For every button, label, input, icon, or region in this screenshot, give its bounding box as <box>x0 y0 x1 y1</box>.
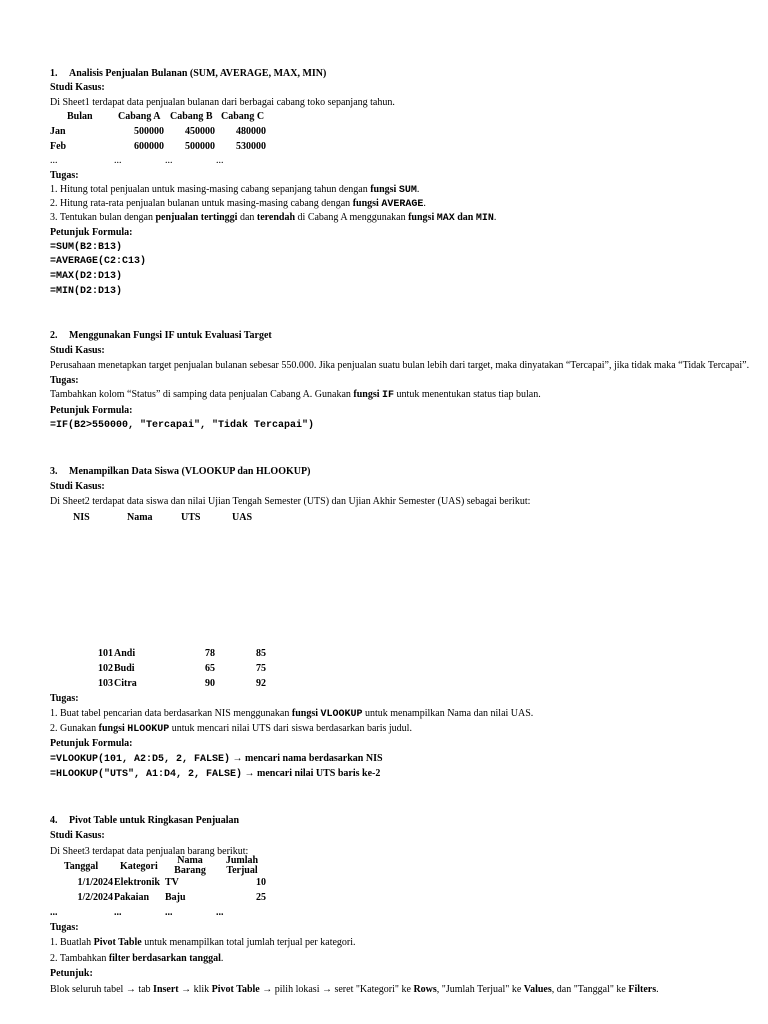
table-header: NIS <box>73 512 90 523</box>
table-cell: ... <box>165 155 173 166</box>
section-3-studi-label: Studi Kasus: <box>50 481 105 492</box>
section-2-description: Perusahaan menetapkan target penjualan bulanan sebesar 550.000. Jika penjualan suatu bulan lebih dari target, maka dinyatakan “Tercapai”, jika tidak maka “Tidak Tercapai”. <box>50 360 750 371</box>
table-cell: Andi <box>114 648 136 659</box>
section-2-tugas-label: Tugas: <box>50 375 79 386</box>
table-header: UTS <box>181 512 201 523</box>
section-1-studi-label: Studi Kasus: <box>50 82 105 93</box>
section-1-tugas-label: Tugas: <box>50 170 79 181</box>
table-cell: Pakaian <box>114 892 150 903</box>
task-item: 2. Tambahkan filter berdasarkan tanggal. <box>50 953 224 964</box>
table-cell: Feb <box>50 141 67 152</box>
table-cell: ... <box>50 907 58 918</box>
formula: =SUM(B2:B13) <box>50 242 123 253</box>
table-cell: 530000 <box>236 141 266 152</box>
table-header: Cabang C <box>221 111 265 122</box>
section-4-studi-label: Studi Kasus: <box>50 830 105 841</box>
task-item: 1. Buatlah Pivot Table untuk menampilkan total jumlah terjual per kategori. <box>50 937 356 948</box>
table-header: Kategori <box>120 861 158 872</box>
section-2-petunjuk-label: Petunjuk Formula: <box>50 405 133 416</box>
formula: =IF(B2>550000, "Tercapai", "Tidak Tercapai") <box>50 420 315 431</box>
table-cell: 92 <box>256 678 266 689</box>
formula: =AVERAGE(C2:C13) <box>50 256 147 267</box>
section-2-title: Menggunakan Fungsi IF untuk Evaluasi Target <box>69 330 272 341</box>
section-1-description: Di Sheet1 terdapat data penjualan bulanan dari berbagai cabang toko sepanjang tahun. <box>50 97 395 108</box>
table-cell: 1/2/2024 <box>77 892 113 903</box>
table-header: Nama Barang <box>174 855 206 876</box>
section-1-petunjuk-label: Petunjuk Formula: <box>50 227 133 238</box>
section-1-number: 1. <box>50 68 58 79</box>
table-cell: ... <box>114 907 122 918</box>
table-header: Tanggal <box>64 861 99 872</box>
section-3-tugas-label: Tugas: <box>50 693 79 704</box>
table-cell: 102 <box>98 663 113 674</box>
table-cell: TV <box>165 877 179 888</box>
section-4-petunjuk-label: Petunjuk: <box>50 968 93 979</box>
table-cell: 78 <box>205 648 215 659</box>
table-header: Jumlah Terjual <box>225 855 259 876</box>
table-cell: 600000 <box>134 141 164 152</box>
table-cell: 450000 <box>185 126 215 137</box>
section-2-number: 2. <box>50 330 58 341</box>
table-cell: 90 <box>205 678 215 689</box>
task-item: Tambahkan kolom “Status” di samping data penjualan Cabang A. Gunakan fungsi IF untuk menentukan status tiap bulan. <box>50 389 541 401</box>
table-cell: Budi <box>114 663 135 674</box>
table-cell: Baju <box>165 892 186 903</box>
section-3-title: Menampilkan Data Siswa (VLOOKUP dan HLOOKUP) <box>69 466 311 477</box>
table-cell: 25 <box>256 892 266 903</box>
table-cell: 500000 <box>185 141 215 152</box>
table-cell: Jan <box>50 126 66 137</box>
table-cell: ... <box>216 907 224 918</box>
table-cell: Citra <box>114 678 137 689</box>
section-3-description: Di Sheet2 terdapat data siswa dan nilai Ujian Tengah Semester (UTS) dan Ujian Akhir Semester (UAS) sebagai berikut: <box>50 496 531 507</box>
table-cell: 480000 <box>236 126 266 137</box>
task-item: 3. Tentukan bulan dengan penjualan tertinggi dan terendah di Cabang A menggunakan fungsi MAX dan MIN. <box>50 212 497 224</box>
table-cell: 10 <box>256 877 266 888</box>
formula: =MAX(D2:D13) <box>50 271 123 282</box>
section-4-number: 4. <box>50 815 58 826</box>
table-cell: ... <box>50 155 58 166</box>
task-item: 2. Gunakan fungsi HLOOKUP untuk mencari nilai UTS dari siswa berdasarkan baris judul. <box>50 723 412 735</box>
table-header: Cabang B <box>170 111 213 122</box>
table-cell: ... <box>216 155 224 166</box>
formula: =VLOOKUP(101, A2:D5, 2, FALSE) → mencari nama berdasarkan NIS <box>50 753 383 765</box>
task-item: 2. Hitung rata-rata penjualan bulanan untuk masing-masing cabang dengan fungsi AVERAGE. <box>50 198 426 210</box>
section-4-title: Pivot Table untuk Ringkasan Penjualan <box>69 815 240 826</box>
formula: =MIN(D2:D13) <box>50 286 123 297</box>
section-3-petunjuk-label: Petunjuk Formula: <box>50 738 133 749</box>
table-cell: 85 <box>256 648 266 659</box>
instruction-line: Blok seluruh tabel → tab Insert → klik Pivot Table → pilih lokasi → seret "Kategori" ke Rows, "Jumlah Terjual" ke Values, dan "Tanggal" ke Filters. <box>50 984 659 995</box>
section-2-studi-label: Studi Kasus: <box>50 345 105 356</box>
task-item: 1. Hitung total penjualan untuk masing-masing cabang sepanjang tahun dengan fungsi SUM. <box>50 184 420 196</box>
table-cell: 65 <box>205 663 215 674</box>
table-cell: Elektronik <box>114 877 160 888</box>
task-item: 1. Buat tabel pencarian data berdasarkan NIS menggunakan fungsi VLOOKUP untuk menampilkan Nama dan nilai UAS. <box>50 708 534 720</box>
table-cell: ... <box>114 155 122 166</box>
formula: =HLOOKUP("UTS", A1:D4, 2, FALSE) → mencari nilai UTS baris ke-2 <box>50 768 381 780</box>
table-cell: 500000 <box>134 126 164 137</box>
table-cell: ... <box>165 907 173 918</box>
section-4-description: Di Sheet3 terdapat data penjualan barang berikut: <box>50 846 249 857</box>
table-header: Bulan <box>67 111 93 122</box>
table-header: Nama <box>127 512 153 523</box>
table-cell: 101 <box>98 648 113 659</box>
table-cell: 103 <box>98 678 113 689</box>
table-cell: 1/1/2024 <box>77 877 113 888</box>
section-3-number: 3. <box>50 466 58 477</box>
table-header: Cabang A <box>118 111 161 122</box>
table-header: UAS <box>232 512 253 523</box>
section-1-title: Analisis Penjualan Bulanan (SUM, AVERAGE, MAX, MIN) <box>69 68 327 79</box>
table-cell: 75 <box>256 663 266 674</box>
section-4-tugas-label: Tugas: <box>50 922 79 933</box>
